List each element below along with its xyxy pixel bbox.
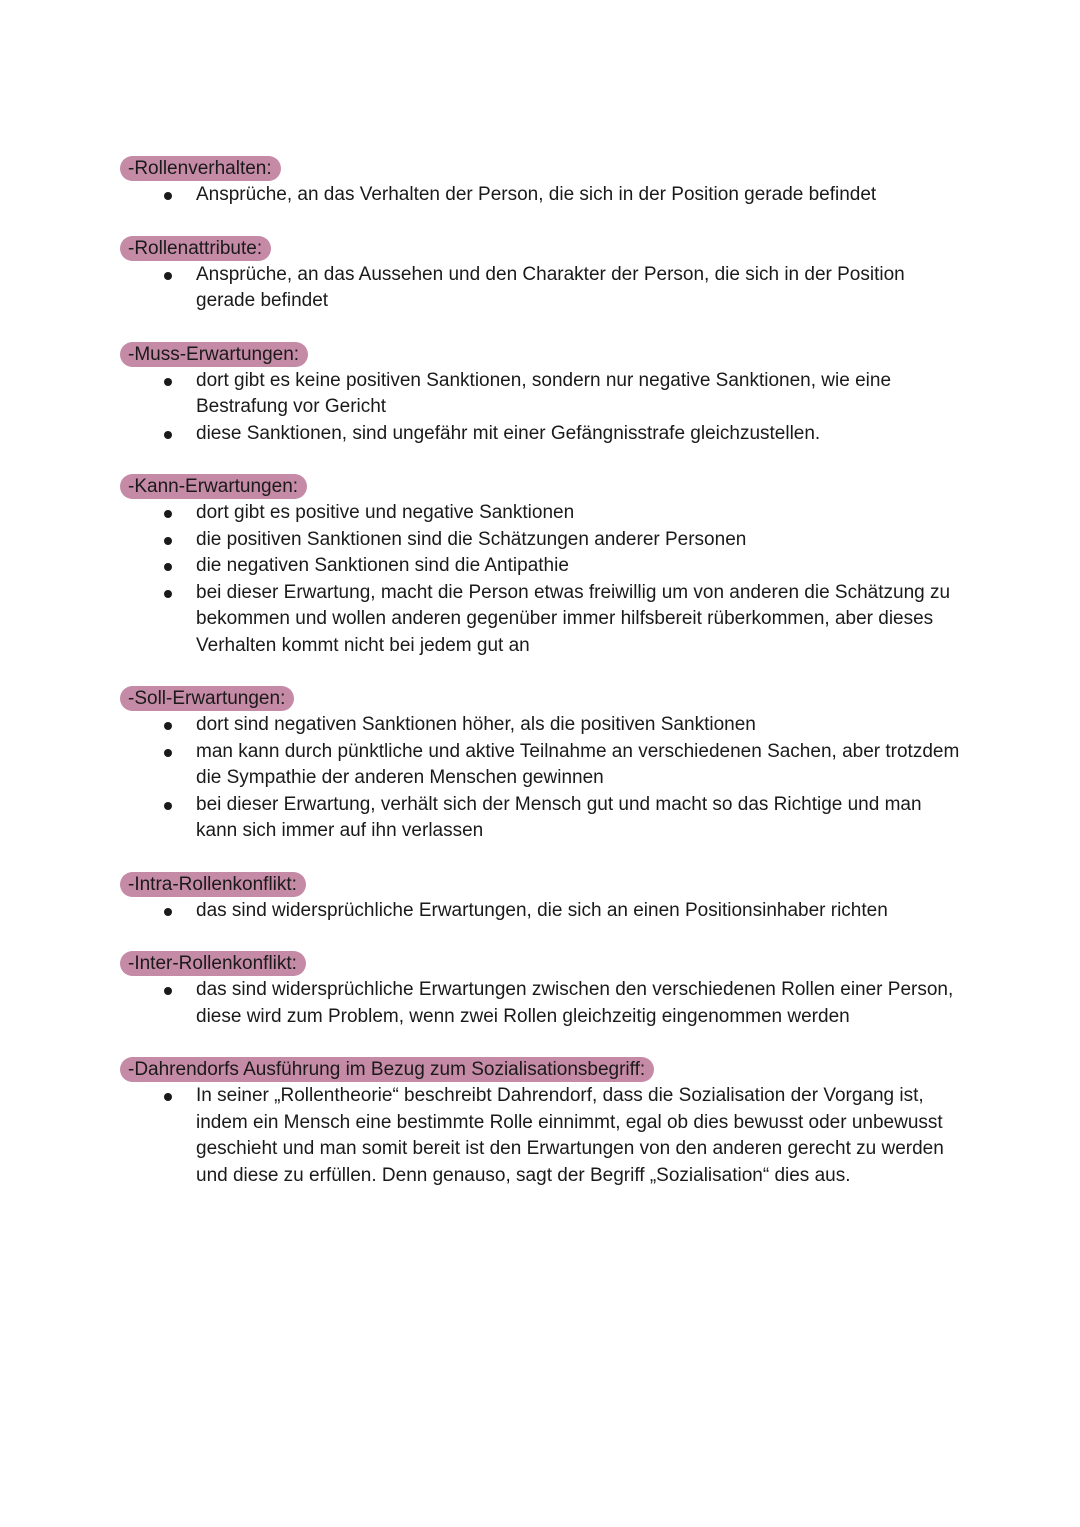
list-item-text: bei dieser Erwartung, macht die Person etwas freiwillig um von anderen die Schätzung zu bekommen und wollen anderen gegenüber immer hilfsbereit rüberkommen, aber dieses Verhalten kommt nicht bei jedem gut an [196,581,951,656]
bullet-list [120,500,960,659]
bullet-icon [164,590,172,598]
list-item-text: Ansprüche, an das Verhalten der Person, die sich in der Position gerade befindet [196,184,877,205]
list-item [120,739,960,792]
section [120,1057,960,1189]
bullet-icon [164,272,172,280]
section [120,872,960,925]
list-item [120,500,960,527]
bullet-list [120,712,960,845]
bullet-icon [164,987,172,995]
bullet-icon [164,431,172,439]
section [120,156,960,209]
section [120,474,960,659]
list-item [120,421,960,448]
section [120,686,960,845]
section-heading: -Dahrendorfs Ausführung im Bezug zum Sozialisationsbegriff: [120,1057,654,1082]
section [120,236,960,315]
list-item [120,553,960,580]
list-item [120,712,960,739]
section-heading: -Inter-Rollenkonflikt: [120,951,306,976]
list-item-text: diese Sanktionen, sind ungefähr mit einer Gefängnisstrafe gleichzustellen. [196,422,821,444]
list-item [120,182,960,209]
section-heading: -Muss-Erwartungen: [120,342,308,367]
list-item-text: das sind widersprüchliche Erwartungen zwischen den verschiedenen Rollen einer Person, diese wird zum Problem, wenn zwei Rollen gleichzeitig eingenommen werden [196,979,954,1027]
bullet-icon [164,1093,172,1101]
bullet-list [120,1083,960,1189]
bullet-icon [164,192,172,200]
bullet-icon [164,908,172,916]
list-item [120,977,960,1030]
list-item [120,368,960,421]
list-item-text: das sind widersprüchliche Erwartungen, die sich an einen Positionsinhaber richten [196,899,888,921]
bullet-icon [164,802,172,810]
bullet-list [120,977,960,1030]
section-heading: -Soll-Erwartungen: [120,686,294,711]
bullet-icon [164,510,172,518]
list-item [120,580,960,660]
bullet-icon [164,749,172,757]
bullet-icon [164,563,172,571]
list-item-text: Ansprüche, an das Aussehen und den Charakter der Person, die sich in der Position gerade befindet [196,263,905,311]
bullet-list [120,368,960,448]
list-item-text: In seiner „Rollentheorie“ beschreibt Dahrendorf, dass die Sozialisation der Vorgang ist, indem ein Mensch eine bestimmte Rolle einnimmt, egal ob dies bewusst oder unbewusst geschieht und man somit bereit ist den Erwartungen von den anderen gerecht zu werden und diese zu erfüllen. Denn genauso, sagt der Begriff „Sozialisation“ dies aus. [196,1085,944,1186]
bullet-icon [164,378,172,386]
list-item-text: die positiven Sanktionen sind die Schätzungen anderer Personen [196,528,747,550]
list-item [120,898,960,925]
section-heading: -Rollenverhalten: [120,156,281,181]
list-item-text: bei dieser Erwartung, verhält sich der Mensch gut und macht so das Richtige und man kann sich immer auf ihn verlassen [196,793,922,841]
section-heading: -Rollenattribute: [120,236,271,261]
bullet-list [120,182,960,209]
list-item [120,527,960,554]
section [120,951,960,1030]
list-item-text: dort sind negativen Sanktionen höher, als die positiven Sanktionen [196,714,756,735]
list-item-text: man kann durch pünktliche und aktive Teilnahme an verschiedenen Sachen, aber trotzdem die Sympathie der anderen Menschen gewinnen [196,740,960,788]
list-item [120,1083,960,1189]
bullet-icon [164,722,172,730]
section-heading: -Intra-Rollenkonflikt: [120,872,306,897]
list-item-text: die negativen Sanktionen sind die Antipathie [196,555,569,576]
list-item-text: dort gibt es positive und negative Sanktionen [196,502,575,523]
list-item-text: dort gibt es keine positiven Sanktionen, sondern nur negative Sanktionen, wie eine Bestrafung vor Gericht [196,369,892,417]
section-heading: -Kann-Erwartungen: [120,474,307,499]
bullet-list [120,898,960,925]
bullet-icon [164,537,172,545]
list-item [120,792,960,845]
list-item [120,262,960,315]
bullet-list [120,262,960,315]
section [120,342,960,448]
document-body [120,156,960,1216]
